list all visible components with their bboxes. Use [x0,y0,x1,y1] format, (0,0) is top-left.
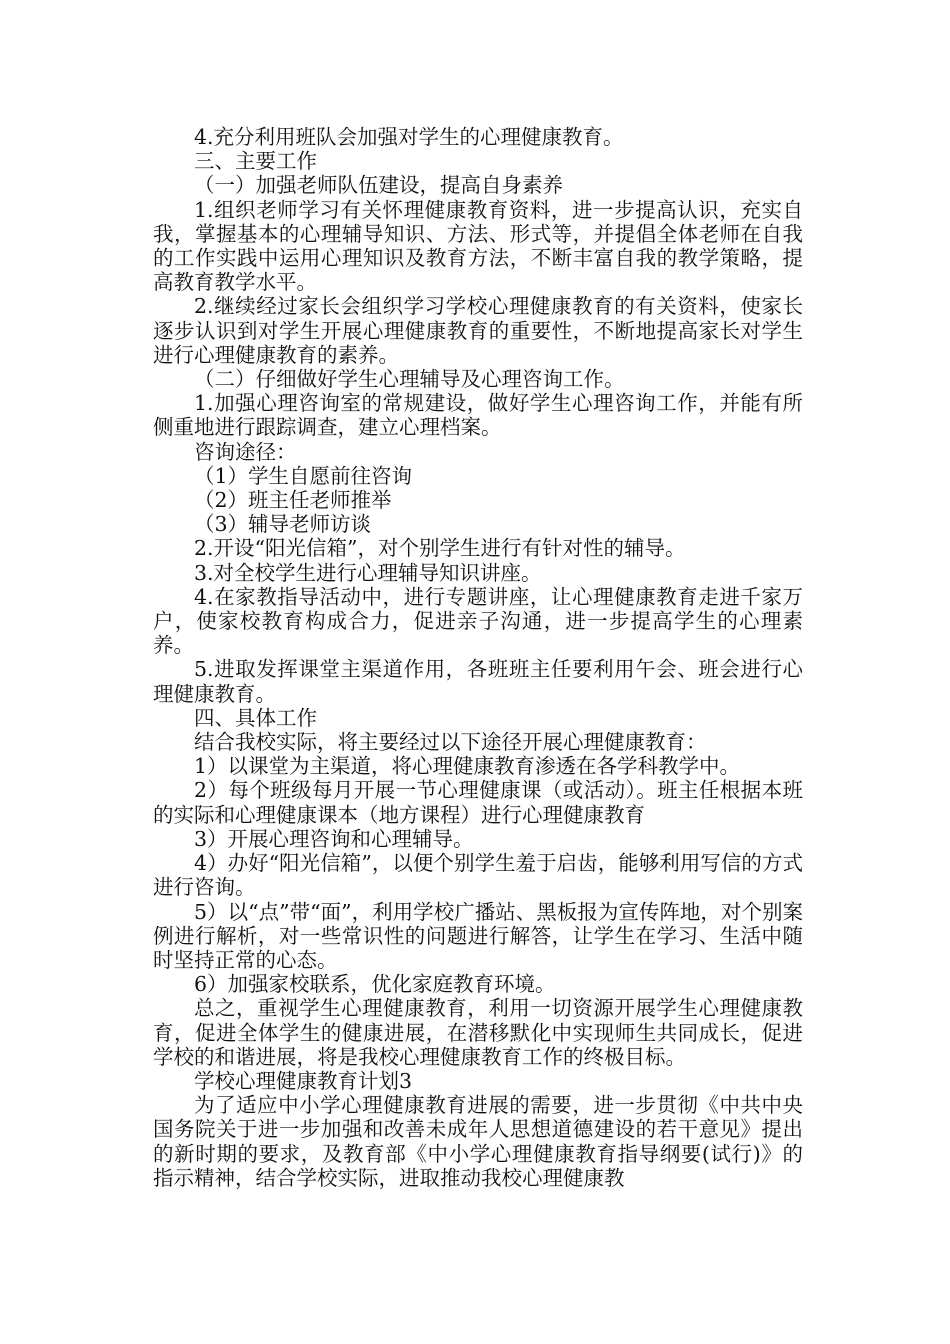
paragraph: 3.对全校学生进行心理辅导知识讲座。 [194,560,542,585]
paragraph: 2.开设“阳光信箱”，对个别学生进行有针对性的辅导。 [194,536,686,561]
list-item: 1）以课堂为主渠道，将心理健康教育渗透在各学科教学中。 [194,754,741,779]
paragraph: 总之，重视学生心理健康教育，利用一切资源开展学生心理健康教育，促进全体学生的健康进展，在潜移默化中实现师生共同成长，促进学校的和谐进展，将是我校心理健康教育工作的终极目标。 [153,996,803,1069]
list-item: 6）加强家校联系，优化家庭教育环境。 [194,972,556,997]
subsection-heading: （二）仔细做好学生心理辅导及心理咨询工作。 [194,367,625,392]
list-item: 4）办好“阳光信箱”，以便个别学生羞于启齿，能够利用写信的方式进行咨询。 [153,851,803,900]
list-item: （3）辅导老师访谈 [194,512,372,537]
document-title: 学校心理健康教育计划3 [194,1068,413,1093]
paragraph: 1.组织老师学习有关怀理健康教育资料，进一步提高认识，充实自我，掌握基本的心理辅导知识、方法、形式等，并提倡全体老师在自我的工作实践中运用心理知识及教育方法，不断丰富自我的教学策略，提高教育教学水平。 [153,197,803,295]
list-item: （1）学生自愿前往咨询 [194,463,413,488]
section-heading: 四、具体工作 [194,705,317,730]
paragraph: 为了适应中小学心理健康教育进展的需要，进一步贯彻《中共中央国务院关于进一步加强和改善未成年人思想道德建设的若干意见》提出的新时期的要求，及教育部《中小学心理健康教育指导纲要(试行)》的指示精神，结合学校实际，进取推动我校心理健康教 [153,1093,803,1190]
paragraph: 4.在家教指导活动中，进行专题讲座，让心理健康教育走进千家万户，使家校教育构成合力，促进亲子沟通，进一步提高学生的心理素养。 [153,584,803,658]
paragraph: 2.继续经过家长会组织学习学校心理健康教育的有关资料，使家长逐步认识到对学生开展心理健康教育的重要性，不断地提高家长对学生进行心理健康教育的素养。 [153,294,803,367]
subsection-heading: （一）加强老师队伍建设，提高自身素养 [194,173,563,198]
section-heading: 三、主要工作 [194,149,317,174]
paragraph: 5.进取发挥课堂主渠道作用，各班班主任要利用午会、班会进行心理健康教育。 [153,657,803,706]
paragraph: 结合我校实际，将主要经过以下途径开展心理健康教育： [194,730,707,755]
paragraph: 4.充分利用班队会加强对学生的心理健康教育。 [194,125,624,149]
list-item: （2）班主任老师推举 [194,488,392,513]
list-item: 5）以“点”带“面”，利用学校广播站、黑板报为宣传阵地，对个别案例进行解析，对一些常识性的问题进行解答，让学生在学习、生活中随时坚持正常的心态。 [153,899,803,972]
paragraph: 1.加强心理咨询室的常规建设，做好学生心理咨询工作，并能有所侧重地进行跟踪调查，建立心理档案。 [153,391,803,440]
document-body [153,125,803,1190]
paragraph: 咨询途径： [194,439,297,464]
list-item: 2）每个班级每月开展一节心理健康课（或活动）。班主任根据本班的实际和心理健康课本（地方课程）进行心理健康教育 [153,778,803,827]
list-item: 3）开展心理咨询和心理辅导。 [194,826,474,851]
